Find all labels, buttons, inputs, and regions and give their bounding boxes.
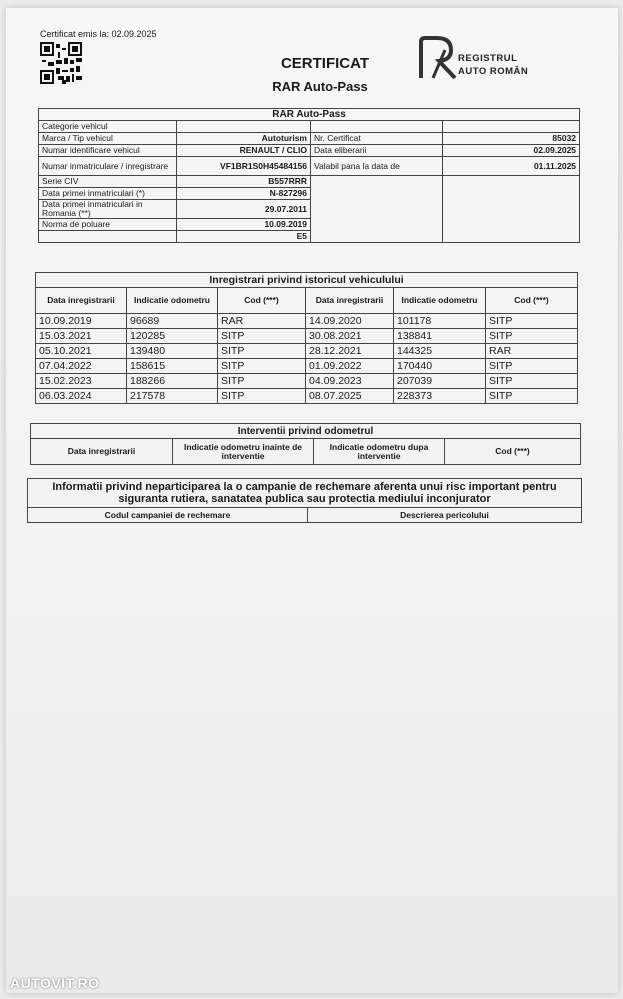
cell: 217578 (127, 389, 218, 404)
cell: 05.10.2021 (36, 344, 127, 359)
cell: SITP (486, 374, 578, 389)
qr-code-icon (40, 42, 82, 84)
cell: 101178 (394, 314, 486, 329)
cell: 15.03.2021 (36, 329, 127, 344)
cell: SITP (218, 359, 306, 374)
history-header: Cod (***) (486, 288, 578, 314)
cell: 188266 (127, 374, 218, 389)
odometer-header: Indicatie odometru inainte de interventie (173, 439, 314, 465)
field-value (177, 121, 311, 133)
cell: 138841 (394, 329, 486, 344)
cell: 06.03.2024 (36, 389, 127, 404)
history-header: Data inregistrarii (36, 288, 127, 314)
field-label: Norma de poluare (39, 219, 177, 231)
odometer-header: Indicatie odometru dupa interventie (314, 439, 445, 465)
cell: SITP (486, 389, 578, 404)
table-row (36, 344, 578, 359)
field-label: Categorie vehicul (39, 121, 177, 133)
history-header: Cod (***) (218, 288, 306, 314)
cell: 144325 (394, 344, 486, 359)
field-label: Marca / Tip vehicul (39, 133, 177, 145)
history-caption: Inregistrari privind istoricul vehiculului (36, 273, 578, 288)
recall-table (27, 478, 582, 523)
cell: SITP (218, 389, 306, 404)
cell: 96689 (127, 314, 218, 329)
recall-header: Descrierea pericolului (308, 508, 582, 523)
logo-text (458, 52, 528, 78)
field-value: 29.07.2011 (177, 200, 311, 219)
cert-label: Data eliberarii (311, 145, 443, 157)
field-label (39, 231, 177, 243)
field-label: Serie CIV (39, 176, 177, 188)
cell: 158615 (127, 359, 218, 374)
cell: SITP (218, 344, 306, 359)
field-value: E5 (177, 231, 311, 243)
cell: 139480 (127, 344, 218, 359)
cell: 01.09.2022 (306, 359, 394, 374)
cert-value: 02.09.2025 (443, 145, 580, 157)
cell: 120285 (127, 329, 218, 344)
odometer-header: Cod (***) (445, 439, 581, 465)
cell: SITP (486, 314, 578, 329)
history-header: Indicatie odometru (127, 288, 218, 314)
field-label: Data primei inmatriculari (*) (39, 188, 177, 200)
history-table (35, 272, 578, 404)
field-label: Numar identificare vehicul (39, 145, 177, 157)
logo-line1: REGISTRUL (458, 53, 518, 64)
odometer-header: Data inregistrarii (31, 439, 173, 465)
cell: 04.09.2023 (306, 374, 394, 389)
logo-line2: AUTO ROMÂN (458, 66, 529, 77)
odometer-caption: Interventii privind odometrul (31, 424, 581, 439)
field-value: Autoturism (177, 133, 311, 145)
history-header: Indicatie odometru (394, 288, 486, 314)
table-row (36, 329, 578, 344)
watermark: AUTOVIT.RO (10, 975, 100, 991)
cell: 207039 (394, 374, 486, 389)
cell: SITP (218, 329, 306, 344)
recall-caption: Informatii privind neparticiparea la o campanie de rechemare aferenta unui risc important pentru siguranta rutiera, sanatatea publica sau protectia mediului inconjurator (28, 479, 582, 508)
field-value: N-827296 (177, 188, 311, 200)
cell: 15.02.2023 (36, 374, 127, 389)
field-label: Numar inmatriculare / inregistrare (39, 157, 177, 176)
cell: 14.09.2020 (306, 314, 394, 329)
table-row (36, 314, 578, 329)
document-subtitle: RAR Auto-Pass (272, 79, 368, 94)
cell: RAR (218, 314, 306, 329)
cert-label: Nr. Certificat (311, 133, 443, 145)
cell: 28.12.2021 (306, 344, 394, 359)
vehicle-caption: RAR Auto-Pass (39, 109, 580, 121)
recall-header: Codul campaniei de rechemare (28, 508, 308, 523)
table-row (36, 374, 578, 389)
table-row (36, 389, 578, 404)
issue-date: Certificat emis la: 02.09.2025 (40, 29, 157, 39)
table-row (36, 359, 578, 374)
cert-value: 01.11.2025 (443, 157, 580, 176)
cell: 10.09.2019 (36, 314, 127, 329)
vehicle-details-table (38, 108, 580, 243)
cell: 07.04.2022 (36, 359, 127, 374)
cert-value: 85032 (443, 133, 580, 145)
cell: SITP (486, 359, 578, 374)
document-title: CERTIFICAT (280, 55, 370, 72)
cell: 228373 (394, 389, 486, 404)
field-label: Data primei inmatriculari in Romania (**) (39, 200, 177, 219)
cell: 30.08.2021 (306, 329, 394, 344)
cell: 08.07.2025 (306, 389, 394, 404)
history-header: Data inregistrarii (306, 288, 394, 314)
cert-label: Valabil pana la data de (311, 157, 443, 176)
cell: SITP (486, 329, 578, 344)
cell: SITP (218, 374, 306, 389)
odometer-table (30, 423, 581, 465)
field-value: VF1BR1S0H45484156 (177, 157, 311, 176)
field-value: B557RRR (177, 176, 311, 188)
cell: 170440 (394, 359, 486, 374)
field-value: 10.09.2019 (177, 219, 311, 231)
cell: RAR (486, 344, 578, 359)
field-value: RENAULT / CLIO (177, 145, 311, 157)
